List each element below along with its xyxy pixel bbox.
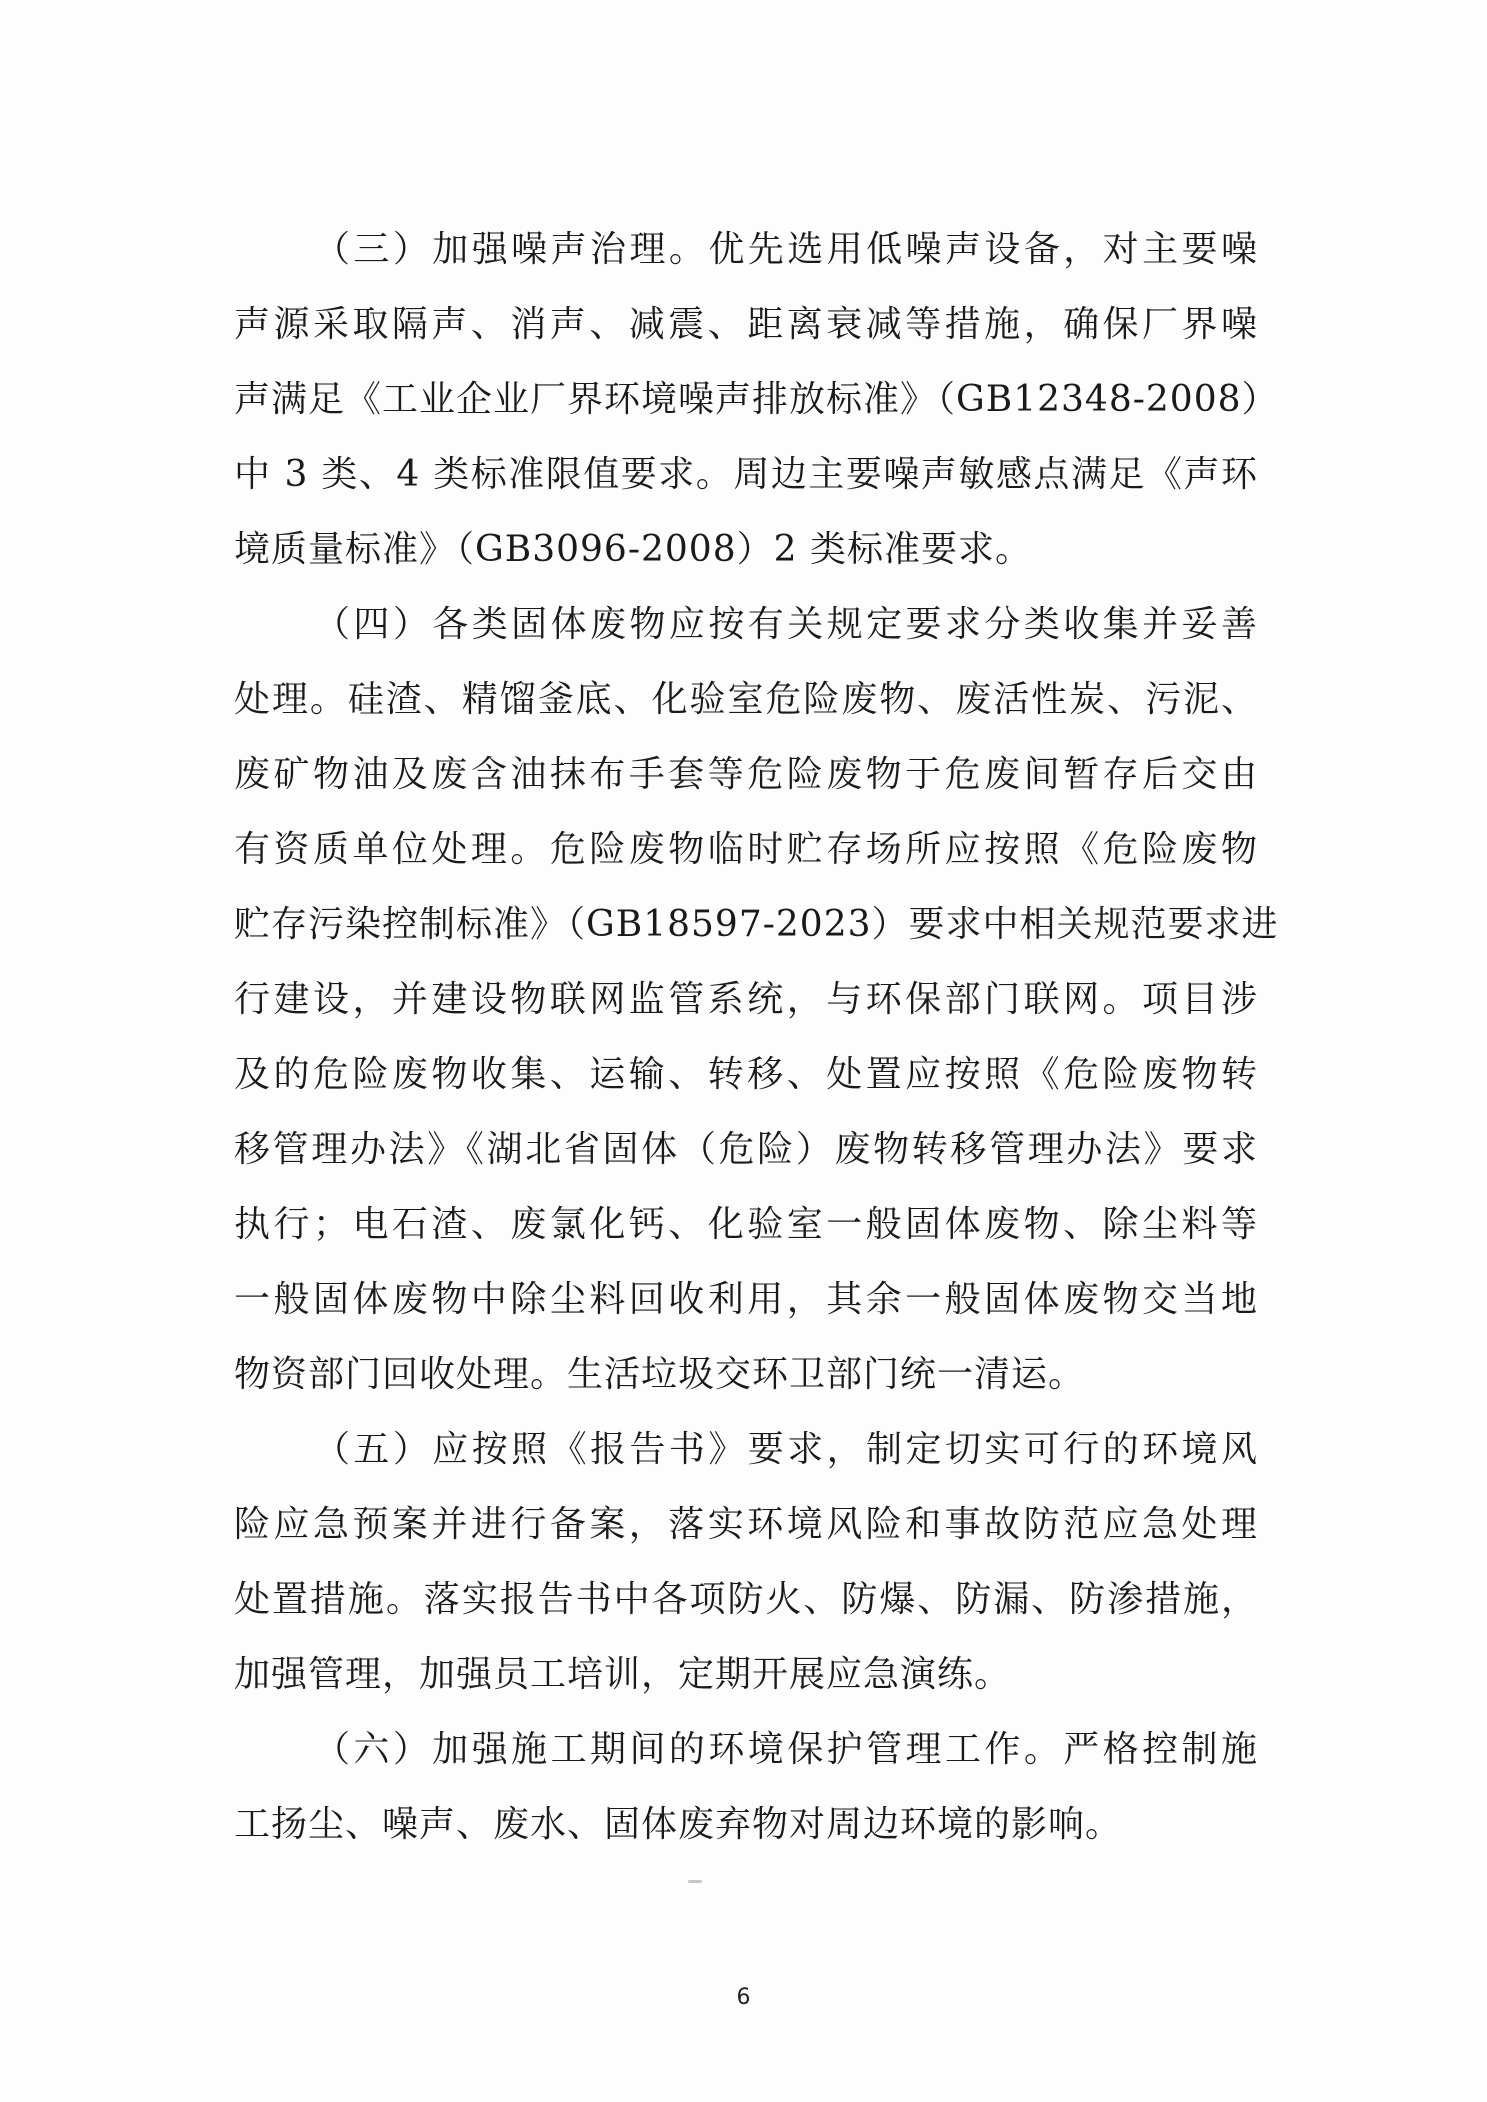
paragraph-5-line-3: 处置措施。落实报告书中各项防火、防爆、防漏、防渗措施， (234, 1579, 1258, 1620)
paragraph-3-line-5: 境质量标准》（GB3096-2008）2 类标准要求。 (234, 529, 1032, 570)
paragraph-3-line-1: （三）加强噪声治理。优先选用低噪声设备，对主要噪 (314, 229, 1258, 270)
paragraph-4-line-7: 及的危险废物收集、运输、转移、处置应按照《危险废物转 (234, 1054, 1258, 1095)
paragraph-4-line-10: 一般固体废物中除尘料回收利用，其余一般固体废物交当地 (234, 1279, 1258, 1320)
paragraph-4-line-6: 行建设，并建设物联网监管系统，与环保部门联网。项目涉 (234, 979, 1258, 1020)
paragraph-4-line-9: 执行；电石渣、废氯化钙、化验室一般固体废物、除尘料等 (234, 1204, 1258, 1245)
paragraph-3-line-3: 声满足《工业企业厂界环境噪声排放标准》（GB12348-2008） (234, 379, 1279, 420)
paragraph-5-line-2: 险应急预案并进行备案，落实环境风险和事故防范应急处理 (234, 1504, 1258, 1545)
paragraph-4-line-5: 贮存污染控制标准》（GB18597-2023）要求中相关规范要求进 (234, 904, 1279, 945)
paragraph-5-line-1: （五）应按照《报告书》要求，制定切实可行的环境风 (314, 1429, 1258, 1470)
paragraph-4-line-4: 有资质单位处理。危险废物临时贮存场所应按照《危险废物 (234, 829, 1258, 870)
paragraph-6-line-1: （六）加强施工期间的环境保护管理工作。严格控制施 (314, 1729, 1258, 1770)
paragraph-4-line-8: 移管理办法》《湖北省固体（危险）废物转移管理办法》要求 (234, 1129, 1258, 1170)
paragraph-4-line-1: （四）各类固体废物应按有关规定要求分类收集并妥善 (314, 604, 1258, 645)
page-number: 6 (736, 1985, 751, 2010)
paragraph-6-line-2: 工扬尘、噪声、废水、固体废弃物对周边环境的影响。 (234, 1804, 1123, 1845)
paragraph-4-line-2: 处理。硅渣、精馏釜底、化验室危险废物、废活性炭、污泥、 (234, 679, 1258, 720)
paragraph-4-line-11: 物资部门回收处理。生活垃圾交环卫部门统一清运。 (234, 1354, 1086, 1395)
scan-speck (688, 1880, 702, 1883)
paragraph-5-line-4: 加强管理，加强员工培训，定期开展应急演练。 (234, 1654, 1012, 1695)
paragraph-3-line-2: 声源采取隔声、消声、减震、距离衰减等措施，确保厂界噪 (234, 304, 1258, 345)
paragraph-3-line-4: 中 3 类、4 类标准限值要求。周边主要噪声敏感点满足《声环 (234, 454, 1258, 495)
paragraph-4-line-3: 废矿物油及废含油抹布手套等危险废物于危废间暂存后交由 (234, 754, 1258, 795)
